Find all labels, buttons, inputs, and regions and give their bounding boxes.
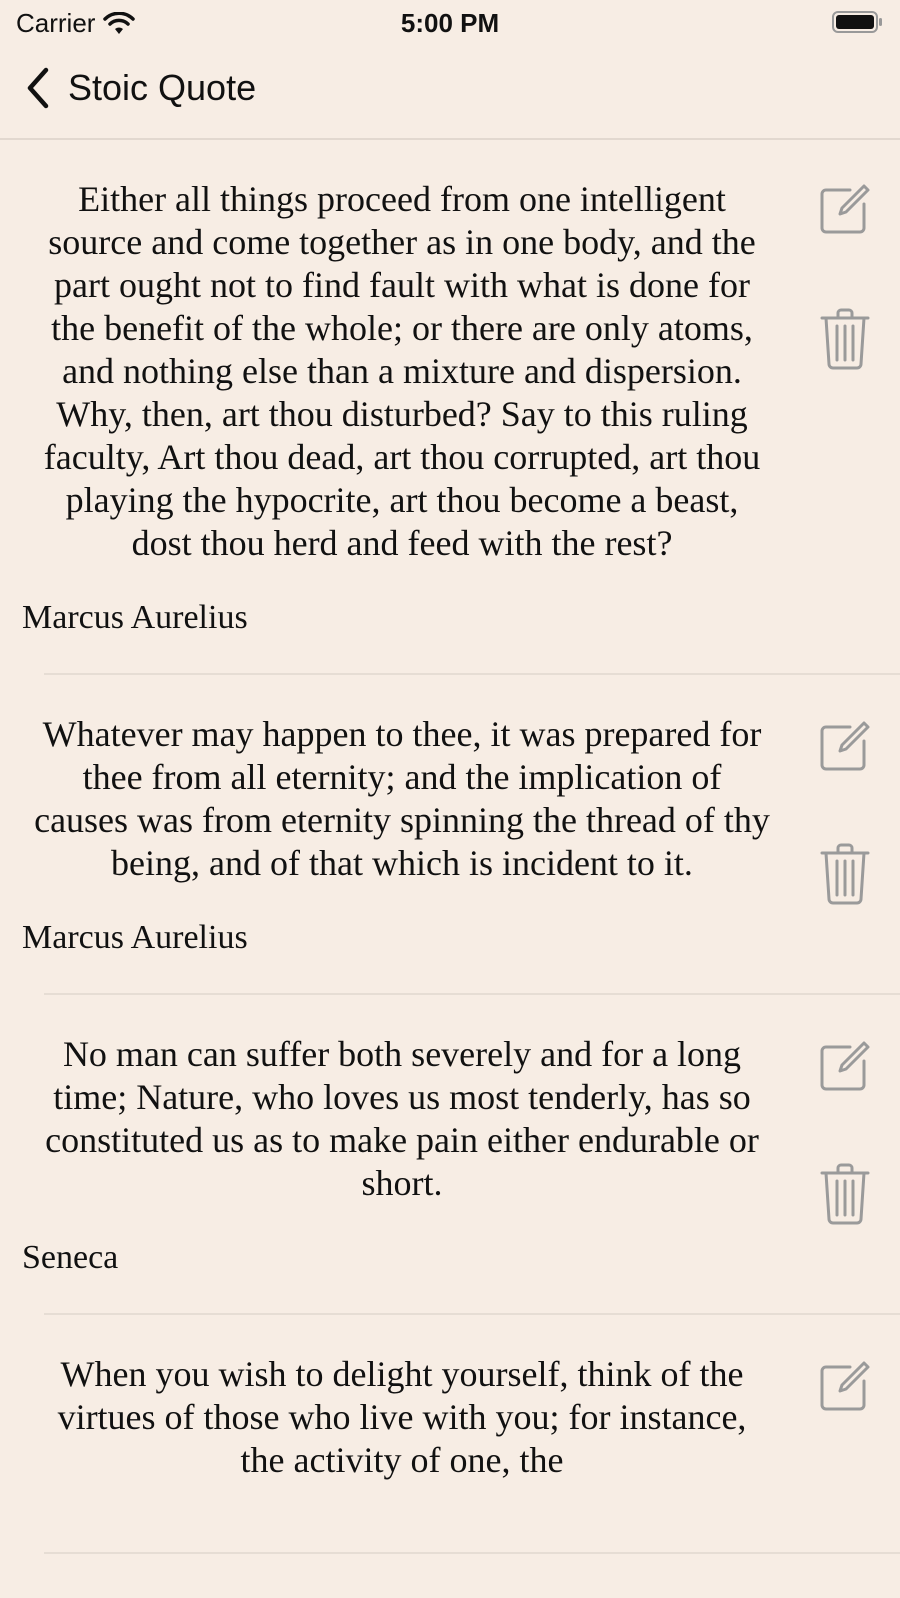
edit-icon[interactable] [816,1039,872,1095]
quote-cell[interactable] [22,995,900,1315]
back-button[interactable] [24,66,256,110]
navigation-bar [0,48,900,140]
nav-title: Stoic Quote [68,67,257,108]
trash-icon[interactable] [820,308,870,370]
quote-author: Marcus Aurelius [22,919,248,956]
status-time: 5:00 PM [400,8,500,38]
quote-cell[interactable] [22,140,900,675]
edit-icon[interactable] [816,182,872,238]
quote-text: When you wish to delight yourself, think of the virtues of those who live with you; for instance, the activity of one, the [57,1354,747,1480]
quote-text: No man can suffer both severely and for a long time; Nature, who loves us most tenderly, has so constituted us as to make pain either endurable or short. [45,1034,759,1203]
chevron-left-icon [24,66,52,110]
edit-icon[interactable] [816,1359,872,1415]
battery-icon [832,10,884,34]
status-bar [0,0,900,48]
quote-author: Seneca [22,1239,119,1276]
quote-author: Marcus Aurelius [22,599,248,636]
quote-author [22,1482,900,1552]
trash-icon[interactable] [820,843,870,905]
carrier-label: Carrier [16,8,96,38]
quote-cell[interactable] [44,1315,900,1554]
edit-icon[interactable] [816,719,872,775]
quote-text: Either all things proceed from one intelligent source and come together as in one body, and the part ought not to find fault with what is done for the benefit of the whole; or there are only atoms, and nothing else than a mixture and dispersion. Why, then, art thou disturbed? Say to this ruling faculty, Art thou dead, art thou corrupted, art thou playing the hypocrite, art thou become a beast, dost thou herd and feed with the rest? [43,179,761,563]
quote-list[interactable] [0,140,900,1554]
quote-cell[interactable] [22,675,900,995]
trash-icon[interactable] [820,1163,870,1225]
quote-text: Whatever may happen to thee, it was prepared for thee from all eternity; and the implication of causes was from eternity spinning the thread of thy being, and of that which is incident to it. [34,714,770,883]
